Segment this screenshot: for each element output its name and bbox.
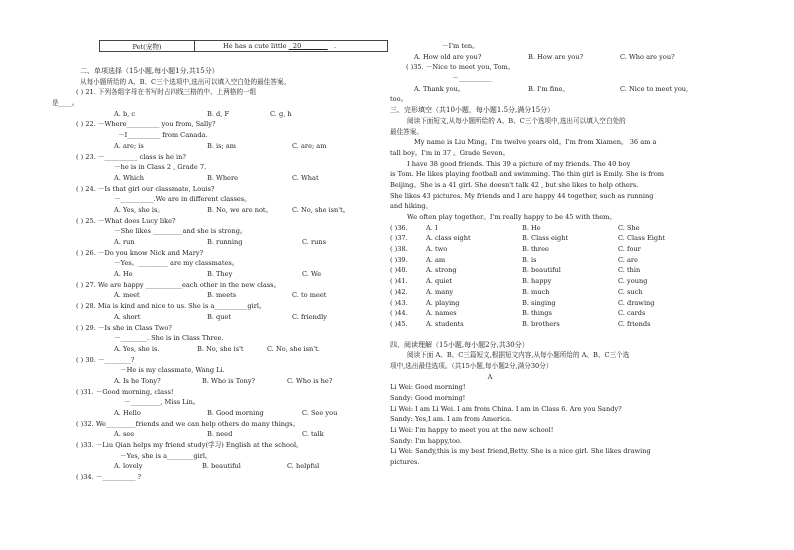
cloze-item — [390, 255, 700, 266]
passage-line: She likes 43 pictures. My friends and I are happy 44 together, such as running — [390, 191, 654, 200]
dialog-line: pictures. — [390, 458, 420, 467]
cloze-option-c: C. are — [618, 255, 638, 264]
cloze-option-c: C. drawing — [618, 298, 655, 307]
question-26: ( ) 26. －Do you know Nick and Mary? — [76, 248, 204, 257]
question-31-line2: －_________, Miss Lin。 — [124, 398, 200, 407]
question-35-options: A. Thank you。 B. I'm fine。 C. Nice to meet you, — [414, 84, 689, 93]
question-30-line2: －He is my classmate, Wang Li. — [120, 366, 225, 375]
question-23-line2: －he is in Class 2 , Grade 7. — [114, 163, 207, 172]
cloze-option-n: ( )38. — [390, 245, 408, 254]
section-4-instr2: 项中,选出最佳选项。（共15小题,每小题2分,满分30分） — [390, 361, 553, 370]
cloze-option-n: ( )37. — [390, 234, 408, 243]
cloze-item — [390, 298, 700, 309]
cloze-option-n: ( )41. — [390, 277, 408, 286]
cloze-option-a: A. I — [426, 223, 438, 232]
cloze-option-n: ( )43. — [390, 298, 408, 307]
cloze-option-b: B. happy — [522, 277, 552, 286]
question-26-line2: －Yes。_________ are my classmates。 — [114, 259, 239, 268]
dialog-line: Li Wei: Good morning! — [390, 383, 466, 392]
section-4-instr: 阅读下面 A、B、C三篇短文,根据短文内容,从每小题所给的 A、B、C三个选 — [407, 351, 630, 360]
dialog-line: Li Wei: Sandy,this is my best friend,Betty. She is a nice girl. She likes drawing — [390, 447, 651, 456]
section-2-instructions: 从每小题所给的 A、B、C三个选项中,选出可以填入空白处的最佳答案。 — [80, 77, 291, 86]
passage-line: and hiking。 — [390, 202, 433, 211]
question-21-options: A. b, c B. d, F C. g, h — [114, 109, 292, 118]
cloze-option-c: C. friends — [618, 319, 651, 328]
cloze-item — [390, 244, 700, 255]
cloze-option-b: B. He — [522, 223, 541, 232]
question-29-line2: －________. She is in Class Three. — [114, 334, 224, 343]
cloze-item — [390, 276, 700, 287]
cloze-option-c: C. She — [618, 223, 640, 232]
passage-line: tall boy。I'm in 37 。Grade Seven。 — [390, 148, 510, 157]
question-21-stem2: 是____。 — [52, 99, 79, 108]
cloze-option-n: ( )40. — [390, 266, 408, 275]
question-28: ( ) 28. Mia is kind and nice to us. She is a__________girl。 — [76, 302, 266, 311]
question-22-options: A. are; is B. is; am C. are; am — [114, 141, 327, 150]
cloze-option-b: B. much — [522, 287, 550, 296]
question-29: ( ) 29. －Is she in Class Two? — [76, 323, 172, 332]
question-32-options: A. see B. need C. talk — [114, 430, 324, 439]
cloze-option-c: C. cards — [618, 309, 646, 318]
cloze-option-b: B. three — [522, 245, 549, 254]
cloze-option-a: A. am — [426, 255, 446, 264]
cloze-option-c: C. Class Eight — [618, 234, 665, 243]
dialog — [390, 382, 700, 468]
right-column — [390, 41, 700, 468]
cloze-option-c: C. four — [618, 245, 641, 254]
question-21-stem: ( ) 21. 下列各组字母在书写时占四线三格的中、上两格的一组 — [76, 88, 257, 97]
question-30: ( ) 30. －________? — [76, 355, 135, 364]
question-24: ( ) 24. －Is that girl our classmate, Louis? — [76, 184, 215, 193]
passage-line: Beijing。She is a 41 girl. She doesn't talk 42 , but she likes to help others. — [390, 180, 639, 189]
section-3-title: 三、完形填空（共10小题，每小题1.5分,满分15分） — [390, 106, 555, 115]
dialog-line: Sandy: I'm happy,too. — [390, 436, 462, 445]
question-33: ( )33. －Liu Qian helps my friend study(学习) English at the school。 — [76, 441, 303, 450]
cloze-option-a: A. names — [426, 309, 457, 318]
cloze-items — [390, 223, 700, 330]
cloze-option-a: A. students — [426, 319, 464, 328]
cloze-option-c: C. such — [618, 287, 643, 296]
question-24-options: A. Yes, she is。 B. No, we are not。 C. No, she isn't。 — [114, 205, 350, 214]
question-33-options: A. lovely B. beautiful C. helpful — [114, 462, 320, 471]
pet-label: Pet(宠物) — [100, 41, 195, 52]
cloze-option-a: A. strong — [426, 266, 457, 275]
cloze-option-a: A. class eight — [426, 234, 471, 243]
section-3-instr: 阅读下面短文,从每小题所给的 A、B、C三个选项中,选出可以填入空白处的 — [407, 116, 626, 125]
cloze-item — [390, 308, 700, 319]
question-32: ( )32. We_________friends and we can help others do many things。 — [76, 419, 300, 428]
question-31: ( )31. －Good morning, class! — [76, 387, 174, 396]
cloze-option-b: B. beautiful — [522, 266, 561, 275]
cloze-option-n: ( )42. — [390, 287, 408, 296]
question-25: ( ) 25. －What does Lucy like? — [76, 216, 176, 225]
section-4-title: 四、阅读理解（15小题,每小题2分,共30分） — [390, 340, 529, 349]
question-27: ( ) 27. We are happy ___________each other in the new class。 — [76, 280, 281, 289]
question-28-options: A. short B. quet C. friendly — [114, 312, 327, 321]
question-22: ( ) 22. －Where__________ you from, Sally? — [76, 120, 216, 129]
pet-sentence: He has a cute little 20________ . — [195, 41, 388, 52]
cloze-option-a: A. two — [426, 245, 448, 254]
cloze-option-b: B. Class eight — [522, 234, 569, 243]
question-25-line2: －She likes _________and she is strong。 — [114, 227, 247, 236]
cloze-item — [390, 233, 700, 244]
pet-table — [99, 40, 388, 52]
question-33-line2: －Yes, she is a________girl。 — [120, 451, 212, 460]
question-35-line2: －__________ — [452, 74, 492, 83]
question-34: ( )34. －__________ ? — [76, 473, 142, 482]
passage-line: My name is Liu Ming。I'm twelve years old。I'm from Xiamen。 36 am a — [414, 138, 657, 147]
question-35: ( )35. －Nice to meet you, Tom。 — [406, 63, 515, 72]
section-2-title: 二、单项选择（15小题,每小题1分,共15分） — [80, 67, 219, 75]
passage-line: We often play together。I'm really happy to be 45 with them。 — [407, 213, 616, 221]
cloze-option-n: ( )39. — [390, 255, 408, 264]
section-3-instr2: 最佳答案。 — [390, 127, 423, 136]
cloze-option-b: B. brothers — [522, 319, 560, 328]
dialog-line: Li Wei: I am Li Wei. I am from China. I am in Class 6. Are you Sandy? — [390, 404, 622, 413]
question-27-options: A. meet B. meets C. to meet — [114, 291, 327, 300]
cloze-item — [390, 319, 700, 330]
question-22-line2: －I__________ from Canada. — [118, 131, 208, 140]
question-25-options: A. run B. running C. runs — [114, 238, 327, 246]
question-34-line2: －I'm ten。 — [442, 42, 479, 50]
cloze-option-a: A. many — [426, 287, 454, 296]
question-24-line2: －__________.We are in different classes。 — [114, 195, 251, 204]
question-23: ( ) 23. －__________ class is he in? — [76, 152, 186, 161]
cloze-item — [390, 265, 700, 276]
section-2 — [52, 66, 382, 483]
cloze-option-a: A. quiet — [426, 277, 453, 286]
passage-line: is Tom. He likes playing football and swimming. The thin girl is Emily. She is from — [390, 170, 665, 179]
dialog-line: Sandy: Yes,I am. I am from America. — [390, 415, 512, 424]
question-35-line4: too。 — [390, 95, 408, 104]
cloze-option-c: C. young — [618, 277, 648, 286]
cloze-option-n: ( )36. — [390, 223, 408, 232]
question-29-options: A. Yes, she is. B. No, she is't C. No, she isn't. — [114, 344, 320, 353]
cloze-option-n: ( )45. — [390, 319, 408, 328]
passage-a-label: A — [487, 372, 493, 381]
question-26-options: A. He B. They C. We — [114, 270, 322, 279]
cloze-option-b: B. singing — [522, 298, 556, 307]
cloze-item — [390, 287, 700, 298]
cloze-option-c: C. thin — [618, 266, 641, 275]
dialog-line: Sandy: Good morning! — [390, 394, 466, 402]
question-31-options: A. Hello B. Good morning C. See you — [114, 409, 338, 417]
question-34-options: A. How old are you? B. How are you? C. Who are you? — [414, 52, 675, 61]
cloze-option-n: ( )44. — [390, 309, 408, 318]
cloze-option-a: A. playing — [426, 298, 460, 307]
question-23-options: A. Which B. Where C. What — [114, 173, 319, 182]
cloze-option-b: B. things — [522, 309, 552, 318]
cloze-item — [390, 223, 700, 234]
passage-line: I have 38 good friends. This 39 a picture of my friends. The 40 boy — [407, 159, 631, 168]
dialog-line: Li Wei: I'm happy to meet you at the new school! — [390, 426, 554, 435]
cloze-option-b: B. is — [522, 255, 537, 264]
question-30-options: A. Is he Tony? B. Who is Tony? C. Who is he? — [114, 376, 333, 385]
